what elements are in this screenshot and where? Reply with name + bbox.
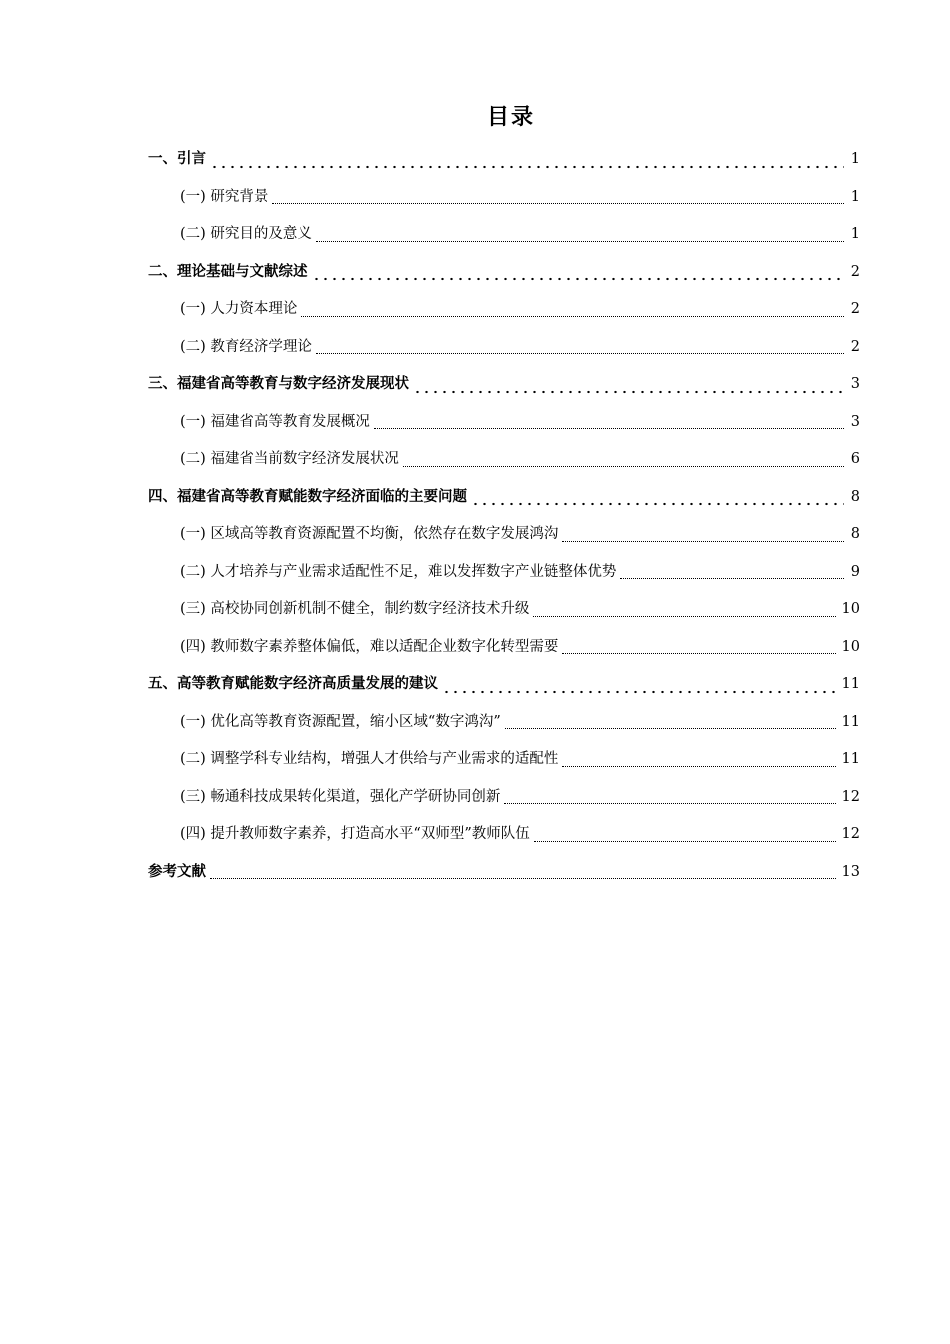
toc-entry-chapter[interactable] bbox=[148, 366, 860, 404]
dot-leader bbox=[316, 329, 844, 367]
toc-page-number: 12 bbox=[841, 788, 860, 805]
toc-entry-label: 一、引言 bbox=[148, 151, 206, 167]
toc-page-number: 3 bbox=[850, 413, 860, 430]
toc-entry-label: 五、高等教育赋能数字经济高质量发展的建议 bbox=[148, 676, 438, 692]
page-title: 目录 bbox=[486, 105, 535, 130]
toc-entry-section[interactable] bbox=[148, 591, 860, 629]
toc-entry-label: 四、福建省高等教育赋能数字经济面临的主要问题 bbox=[148, 488, 467, 505]
toc-entry-label: (一) 福建省高等教育发展概况 bbox=[180, 413, 370, 430]
toc-entry-label: (四) 教师数字素养整体偏低，难以适配企业数字化转型需要 bbox=[180, 638, 559, 655]
dot-leader bbox=[210, 854, 836, 892]
toc-entry-label: (一) 区域高等教育资源配置不均衡，依然存在数字发展鸿沟 bbox=[180, 526, 559, 542]
dot-leader bbox=[562, 629, 835, 667]
toc-page-number: 11 bbox=[841, 751, 860, 767]
dot-leader bbox=[272, 179, 844, 217]
toc-entry-label: (一) 研究背景 bbox=[180, 188, 269, 205]
toc-entry-chapter[interactable] bbox=[148, 254, 860, 292]
toc-entry-section[interactable] bbox=[148, 291, 860, 329]
toc-entry-label: (一) 人力资本理论 bbox=[180, 301, 298, 317]
toc-entry-label: (二) 调整学科专业结构，增强人才供给与产业需求的适配性 bbox=[180, 751, 559, 767]
dot-leader bbox=[562, 516, 844, 554]
toc-entry-section[interactable] bbox=[148, 441, 860, 479]
dot-leader bbox=[471, 479, 844, 517]
dot-leader bbox=[533, 591, 835, 629]
toc-entry-section[interactable] bbox=[148, 179, 860, 217]
toc-page-number: 9 bbox=[850, 563, 860, 580]
toc-entry-section[interactable] bbox=[148, 329, 860, 367]
toc-entry-label: (二) 人才培养与产业需求适配性不足，难以发挥数字产业链整体优势 bbox=[180, 563, 617, 580]
toc-entry-chapter[interactable] bbox=[148, 666, 860, 704]
toc-page-number: 11 bbox=[841, 676, 860, 692]
toc-entry-section[interactable] bbox=[148, 516, 860, 554]
table-of-contents bbox=[148, 141, 860, 891]
toc-entry-label: (二) 研究目的及意义 bbox=[180, 226, 312, 242]
toc-entry-label: (四) 提升教师数字素养，打造高水平“双师型”教师队伍 bbox=[180, 826, 530, 842]
toc-entry-chapter[interactable] bbox=[148, 479, 860, 517]
toc-page-number: 10 bbox=[841, 638, 860, 655]
toc-entry-label: (三) 畅通科技成果转化渠道，强化产学研协同创新 bbox=[180, 788, 501, 805]
toc-entry-label: 二、理论基础与文献综述 bbox=[148, 263, 308, 280]
toc-page-number: 6 bbox=[850, 451, 860, 467]
dot-leader bbox=[312, 254, 845, 292]
dot-leader bbox=[413, 366, 844, 404]
toc-page-number: 13 bbox=[841, 863, 860, 880]
toc-page-number: 2 bbox=[850, 301, 860, 317]
toc-page-number: 8 bbox=[850, 488, 860, 505]
toc-entry-chapter[interactable] bbox=[148, 141, 860, 179]
toc-page-number: 3 bbox=[850, 376, 860, 392]
toc-entry-label: 三、福建省高等教育与数字经济发展现状 bbox=[148, 376, 409, 392]
toc-entry-section[interactable] bbox=[148, 554, 860, 592]
dot-leader bbox=[534, 816, 836, 854]
toc-page-number: 1 bbox=[850, 151, 860, 167]
toc-entry-section[interactable] bbox=[148, 404, 860, 442]
toc-entry-section[interactable] bbox=[148, 704, 860, 742]
dot-leader bbox=[442, 666, 836, 704]
toc-page-number: 8 bbox=[850, 526, 860, 542]
toc-entry-label: (一) 优化高等教育资源配置，缩小区域“数字鸿沟” bbox=[180, 713, 501, 730]
dot-leader bbox=[374, 404, 844, 442]
toc-entry-label: 参考文献 bbox=[148, 863, 206, 880]
dot-leader bbox=[620, 554, 844, 592]
toc-page-number: 1 bbox=[850, 226, 860, 242]
toc-page-number: 2 bbox=[850, 263, 860, 280]
dot-leader bbox=[562, 741, 835, 779]
toc-entry-label: (二) 教育经济学理论 bbox=[180, 338, 312, 355]
toc-entry-section[interactable] bbox=[148, 629, 860, 667]
toc-page-number: 12 bbox=[841, 826, 860, 842]
dot-leader bbox=[316, 216, 844, 254]
dot-leader bbox=[210, 141, 844, 179]
toc-page-number: 10 bbox=[841, 601, 860, 617]
toc-page-number: 2 bbox=[850, 338, 860, 355]
toc-entry-label: (二) 福建省当前数字经济发展状况 bbox=[180, 451, 399, 467]
dot-leader bbox=[301, 291, 844, 329]
dot-leader bbox=[403, 441, 844, 479]
toc-entry-section[interactable] bbox=[148, 779, 860, 817]
toc-entry-label: (三) 高校协同创新机制不健全，制约数字经济技术升级 bbox=[180, 601, 530, 617]
toc-entry-section[interactable] bbox=[148, 741, 860, 779]
dot-leader bbox=[505, 704, 836, 742]
toc-entry-references[interactable] bbox=[148, 854, 860, 892]
toc-page-number: 11 bbox=[841, 713, 860, 730]
toc-entry-section[interactable] bbox=[148, 816, 860, 854]
toc-entry-section[interactable] bbox=[148, 216, 860, 254]
dot-leader bbox=[504, 779, 835, 817]
toc-page-number: 1 bbox=[850, 188, 860, 205]
